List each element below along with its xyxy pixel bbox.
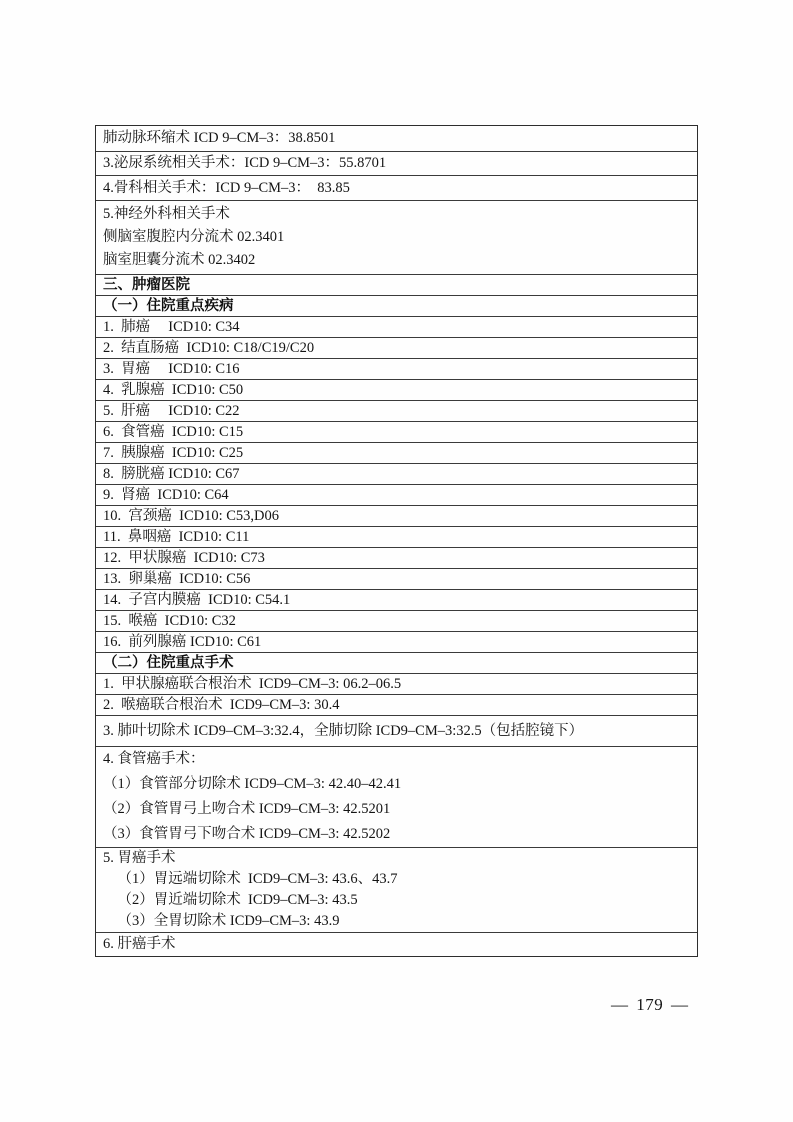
row-pulmonary-artery-banding (96, 126, 697, 151)
cell-line: 12. 甲状腺癌 ICD10: C73 (103, 549, 265, 566)
row-disease-bladder-cancer (96, 463, 697, 484)
row-disease-colorectal-cancer (96, 337, 697, 358)
cell-line: 1. 肺癌 ICD10: C34 (103, 318, 240, 335)
cell-line: （2）食管胃弓上吻合术 ICD9–CM–3: 42.5201 (103, 801, 391, 817)
cell-line: 8. 膀胱癌 ICD10: C67 (103, 465, 240, 482)
row-disease-laryngeal-cancer (96, 610, 697, 631)
cell-line: 10. 宫颈癌 ICD10: C53,D06 (103, 507, 280, 524)
cell-line: 4. 食管癌手术： (103, 751, 205, 767)
cell-line: （1）食管部分切除术 ICD9–CM–3: 42.40–42.41 (103, 776, 402, 792)
row-surgery-liver-cancer (96, 932, 697, 957)
cell-line: 3. 胃癌 ICD10: C16 (103, 360, 240, 377)
cell-line: 13. 卵巢癌 ICD10: C56 (103, 570, 251, 587)
cell-line: 7. 胰腺癌 ICD10: C25 (103, 444, 244, 461)
row-subsection-key-inpatient-diseases (96, 295, 697, 316)
cell-line: （3）食管胃弓下吻合术 ICD9–CM–3: 42.5202 (103, 826, 391, 842)
cell-line: 5.神经外科相关手术 (103, 206, 230, 222)
row-surgery-laryngeal-radical (96, 694, 697, 715)
cell-line: 4. 乳腺癌 ICD10: C50 (103, 381, 244, 398)
cell-line: 6. 食管癌 ICD10: C15 (103, 423, 244, 440)
cell-line: （二）住院重点手术 (103, 654, 234, 671)
cell-line: （3）全胃切除术 ICD9–CM–3: 43.9 (103, 913, 340, 929)
cell-line: 16. 前列腺癌 ICD10: C61 (103, 633, 262, 650)
row-disease-liver-cancer (96, 400, 697, 421)
row-disease-thyroid-cancer (96, 547, 697, 568)
cell-line: 肺动脉环缩术 ICD 9–CM–3：38.8501 (103, 130, 336, 147)
cell-line: 5. 肝癌 ICD10: C22 (103, 402, 240, 419)
cell-line: 脑室胆囊分流术 02.3402 (103, 252, 256, 268)
cell-line: 侧脑室腹腔内分流术 02.3401 (103, 229, 285, 245)
cell-line: 9. 肾癌 ICD10: C64 (103, 486, 229, 503)
row-surgery-esophageal-cancer (96, 746, 697, 847)
cell-line: 14. 子宫内膜癌 ICD10: C54.1 (103, 591, 291, 608)
row-disease-endometrial-cancer (96, 589, 697, 610)
row-section-oncology-hospital (96, 274, 697, 295)
cell-line: 2. 喉癌联合根治术 ICD9–CM–3: 30.4 (103, 696, 340, 713)
row-disease-nasopharyngeal-cancer (96, 526, 697, 547)
cell-line: 三、肿瘤医院 (103, 276, 190, 293)
cell-line: 5. 胃癌手术 (103, 850, 176, 866)
cell-line: 6. 肝癌手术 (103, 936, 176, 953)
cell-line: 15. 喉癌 ICD10: C32 (103, 612, 236, 629)
row-subsection-key-inpatient-surgeries (96, 652, 697, 673)
row-urology-related-surgery (96, 151, 697, 176)
row-disease-kidney-cancer (96, 484, 697, 505)
cell-line: 2. 结直肠癌 ICD10: C18/C19/C20 (103, 339, 315, 356)
cell-line: （1）胃远端切除术 ICD9–CM–3: 43.6、43.7 (103, 871, 398, 887)
row-disease-prostate-cancer (96, 631, 697, 652)
row-orthopedics-related-surgery (96, 175, 697, 200)
cell-line: 1. 甲状腺癌联合根治术 ICD9–CM–3: 06.2–06.5 (103, 675, 402, 692)
cell-line: 3. 肺叶切除术 ICD9–CM–3:32.4，全肺切除 ICD9–CM–3:32.5（包括腔镜下） (103, 722, 584, 739)
row-disease-esophageal-cancer (96, 421, 697, 442)
row-disease-breast-cancer (96, 379, 697, 400)
icd-code-table (95, 125, 698, 957)
cell-line: 3.泌尿系统相关手术：ICD 9–CM–3：55.8701 (103, 155, 387, 172)
row-surgery-thyroid-radical (96, 673, 697, 694)
cell-line: （2）胃近端切除术 ICD9–CM–3: 43.5 (103, 892, 358, 908)
cell-line: （一）住院重点疾病 (103, 297, 234, 314)
page-number: — 179 — (611, 995, 689, 1014)
row-disease-cervical-cancer (96, 505, 697, 526)
row-disease-lung-cancer (96, 316, 697, 337)
row-surgery-lobectomy (96, 715, 697, 746)
cell-line: 4.骨科相关手术：ICD 9–CM–3： 83.85 (103, 179, 350, 196)
row-disease-pancreatic-cancer (96, 442, 697, 463)
row-disease-ovarian-cancer (96, 568, 697, 589)
row-surgery-gastric-cancer (96, 847, 697, 932)
row-disease-gastric-cancer (96, 358, 697, 379)
cell-line: 11. 鼻咽癌 ICD10: C11 (103, 528, 250, 545)
row-neurosurgery-related-surgery (96, 200, 697, 274)
